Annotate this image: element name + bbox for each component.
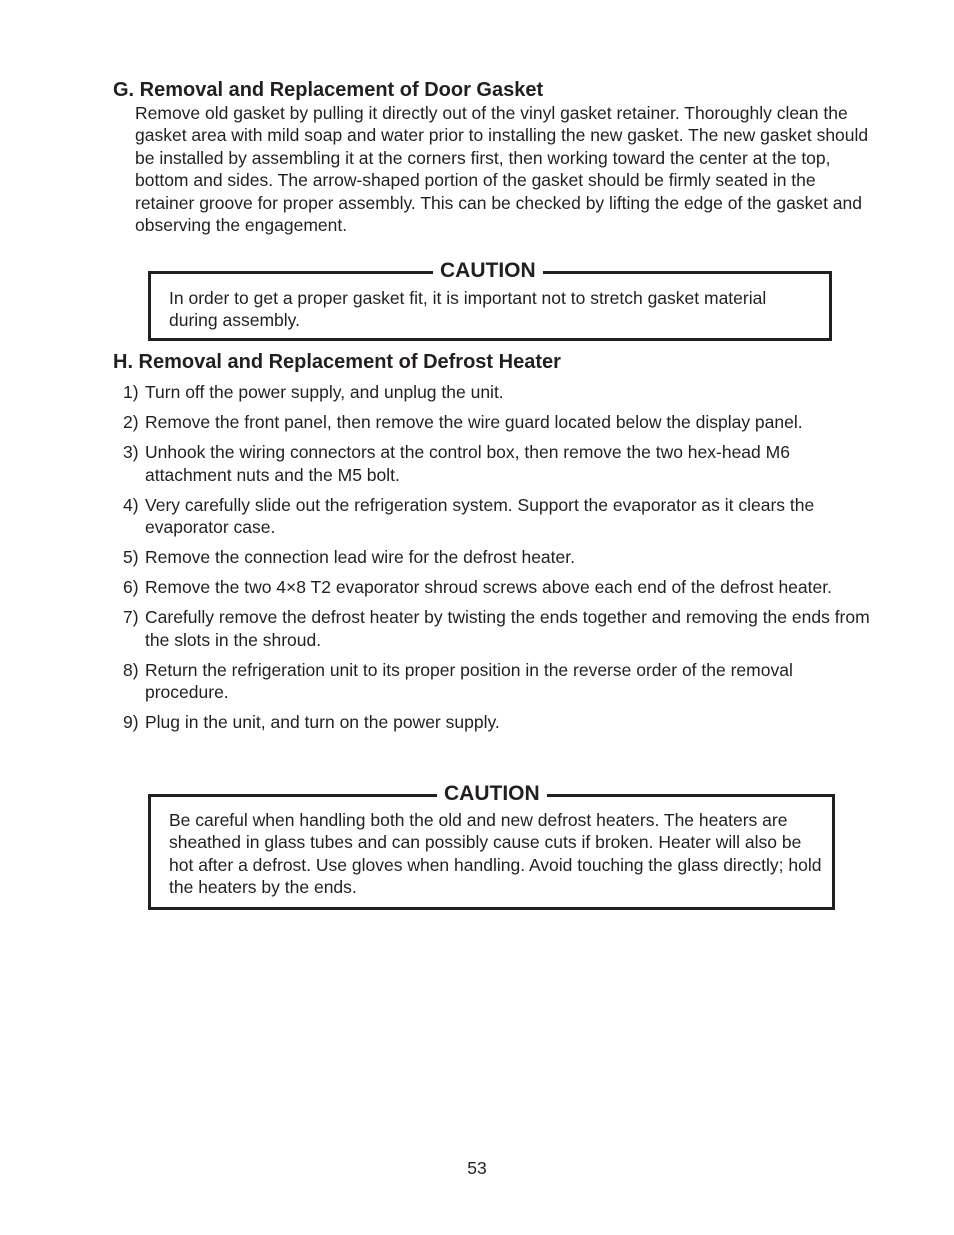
page-number: 53 — [467, 1158, 487, 1178]
step-item — [123, 606, 873, 651]
step-item — [123, 411, 873, 433]
step-number: 5) — [123, 547, 139, 568]
caution-text: Be careful when handling both the old and new defrost heaters. The heaters are sheathed in glass tubes and can possibly cause cuts if broken. Heater will also be hot after a defrost. Use gloves when handling. Avoid touching the glass directly; hold the heaters by the ends. — [169, 810, 822, 898]
step-item — [123, 659, 873, 704]
step-number: 7) — [123, 607, 139, 628]
step-number: 2) — [123, 412, 139, 433]
step-number: 1) — [123, 382, 139, 402]
step-number: 8) — [123, 659, 139, 680]
section-g-heading: G. Removal and Replacement of Door Gasket — [113, 79, 544, 101]
step-item — [123, 546, 873, 568]
step-text: Plug in the unit, and turn on the power supply. — [145, 712, 500, 733]
step-text: Remove the connection lead wire for the defrost heater. — [145, 547, 575, 568]
step-text: Remove the two 4×8 T2 evaporator shroud screws above each end of the defrost heater. — [145, 577, 832, 598]
defrost-heater-steps — [123, 381, 873, 741]
step-number: 9) — [123, 712, 139, 733]
caution-text: In order to get a proper gasket fit, it is important not to stretch gasket material during assembly. — [169, 288, 767, 331]
step-text: Very carefully slide out the refrigeration system. Support the evaporator as it clears the evaporator case. — [145, 494, 815, 538]
step-text: Unhook the wiring connectors at the control box, then remove the two hex-head M6 attachment nuts and the M5 bolt. — [145, 442, 790, 485]
section-g-body: Remove old gasket by pulling it directly out of the vinyl gasket retainer. Thoroughly clean the gasket area with mild soap and water prior to installing the new gasket. The new gasket should be installed by assembling it at the corners first, then working toward the center at the top, bottom and sides. The arrow-shaped portion of the gasket should be firmly seated in the retainer groove for proper assembly. This can be checked by lifting the edge of the gasket and observing the engagement. — [135, 103, 869, 236]
step-item — [123, 711, 873, 733]
section-h-heading: H. Removal and Replacement of Defrost Heater — [113, 351, 561, 373]
step-text: Turn off the power supply, and unplug the unit. — [145, 382, 504, 402]
step-text: Return the refrigeration unit to its proper position in the reverse order of the removal procedure. — [145, 659, 793, 703]
step-item — [123, 494, 873, 539]
step-number: 3) — [123, 442, 139, 463]
step-item — [123, 576, 873, 598]
step-text: Carefully remove the defrost heater by twisting the ends together and removing the ends from the slots in the shroud. — [145, 607, 870, 650]
step-text: Remove the front panel, then remove the wire guard located below the display panel. — [145, 412, 803, 433]
caution-title: CAUTION — [437, 780, 547, 808]
step-number: 4) — [123, 494, 139, 515]
step-item — [123, 381, 873, 403]
caution-box-heater — [148, 782, 835, 910]
caution-box-gasket — [148, 259, 832, 341]
step-item — [123, 441, 873, 486]
caution-title: CAUTION — [433, 257, 543, 285]
step-number: 6) — [123, 577, 139, 598]
